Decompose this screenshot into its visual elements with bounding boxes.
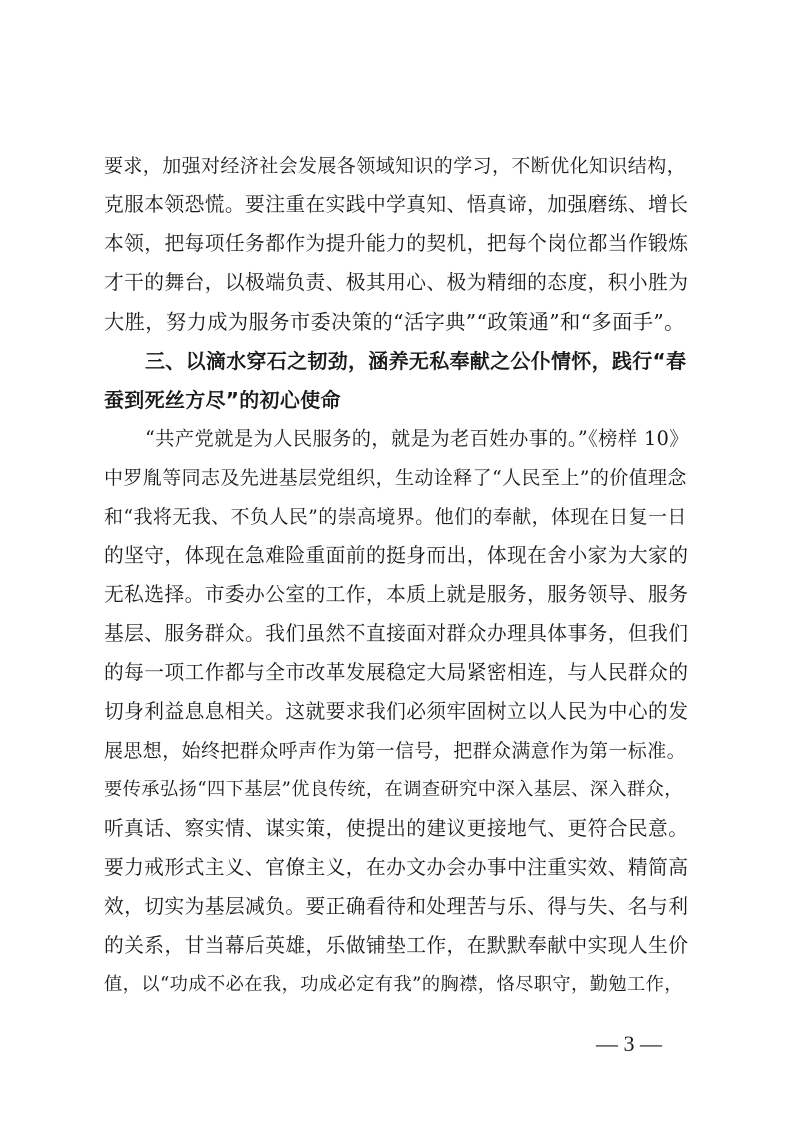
text-line-13: 基层、服务群众。我们虽然不直接面对群众办理具体事务，但我们 <box>104 622 689 645</box>
text-line-12: 无私选择。市委办公室的工作，本质上就是服务，服务领导、服务 <box>104 583 689 606</box>
text-line-5: 大胜，努力成为服务市委决策的“活字典”“政策通”和“多面手”。 <box>104 310 685 334</box>
text-line-15: 切身利益息息相关。这就要求我们必须牢固树立以人民为中心的发 <box>104 700 689 723</box>
text-line-20: 效，切实为基层减负。要正确看待和处理苦与乐、得与失、名与利 <box>104 895 689 918</box>
text-line-17: 要传承弘扬“四下基层”优良传统，在调查研究中深入基层、深入群众， <box>104 779 683 800</box>
text-line-16: 展思想，始终把群众呼声作为第一信号，把群众满意作为第一标准。 <box>104 740 687 762</box>
text-line-21: 的关系，甘当幕后英雄，乐做铺垫工作，在默默奉献中实现人生价 <box>104 934 689 957</box>
text-line-11: 的坚守，体现在急难险重面前的挺身而出，体现在舍小家为大家的 <box>104 544 689 567</box>
page-number: — 3 — <box>596 1031 662 1056</box>
text-line-4: 才干的舞台，以极端负责、极其用心、极为精细的态度，积小胜为 <box>104 271 689 294</box>
text-line-1: 要求，加强对经济社会发展各领域知识的学习，不断优化知识结构， <box>104 155 687 177</box>
text-line-8: “共产党就是为人民服务的，就是为老百姓办事的。”《榜样 10》 <box>145 427 689 450</box>
text-line-14: 的每一项工作都与全市改革发展稳定大局紧密相连，与人民群众的 <box>104 661 689 684</box>
text-line-18: 听真话、察实情、谋实策，使提出的建议更接地气、更符合民意。 <box>104 817 689 840</box>
text-line-22: 值，以“功成不必在我，功成必定有我”的胸襟，恪尽职守，勤勉工作， <box>104 974 683 995</box>
section-heading-line-2: 蚕到死丝方尽”的初心使命 <box>104 388 341 412</box>
text-line-9: 中罗胤等同志及先进基层党组织，生动诠释了“人民至上”的价值理念 <box>104 467 687 489</box>
text-line-3: 本领，把每项任务都作为提升能力的契机，把每个岗位都当作锻炼 <box>104 232 689 255</box>
text-line-2: 克服本领恐慌。要注重在实践中学真知、悟真谛，加强磨练、增长 <box>104 193 689 216</box>
text-line-10: 和“我将无我、不负人民”的崇高境界。他们的奉献，体现在日复一日 <box>104 506 687 528</box>
section-heading-line-1: 三、以滴水穿石之韧劲，涵养无私奉献之公仆情怀，践行“春 <box>145 349 687 373</box>
text-line-19: 要力戒形式主义、官僚主义，在办文办会办事中注重实效、精简高 <box>104 856 689 879</box>
